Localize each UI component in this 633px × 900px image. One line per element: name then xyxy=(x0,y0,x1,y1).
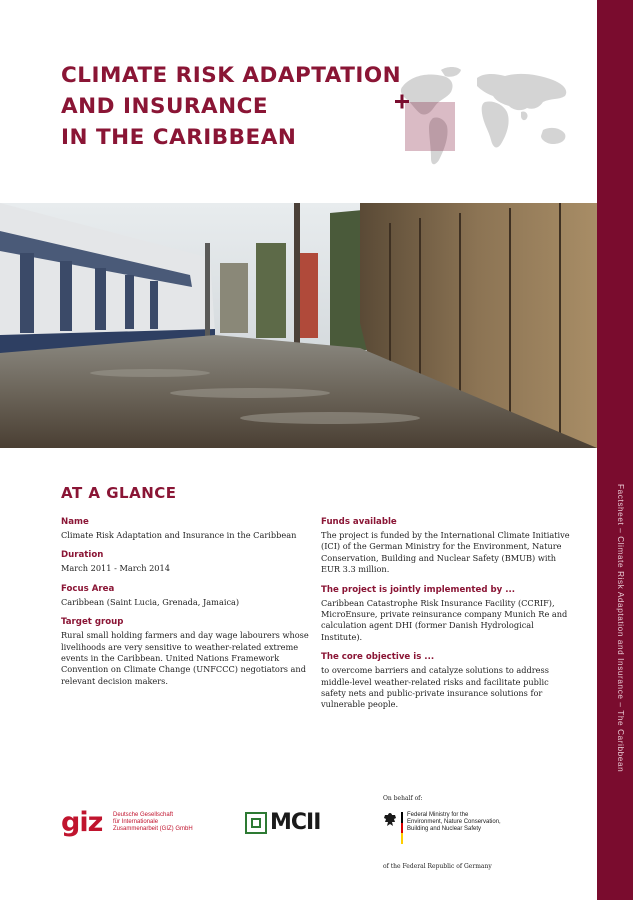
info-label: Focus Area xyxy=(61,583,115,594)
info-block-target-group xyxy=(61,616,311,687)
title-line-3: IN THE CARIBBEAN xyxy=(61,125,297,150)
info-block-name xyxy=(61,516,311,541)
info-block-focus-area xyxy=(61,583,311,608)
info-text: Caribbean Catastrophe Risk Insurance Facility (CCRIF), MicroEnsure, private reinsurance company Munich Re and calculation agent DHI (former Danish Hydrological Institute). xyxy=(321,597,568,642)
federal-eagle-icon xyxy=(383,812,397,828)
bmub-line-1: Federal Ministry for the xyxy=(407,812,469,818)
giz-wordmark: giz xyxy=(61,807,103,838)
page-title xyxy=(61,60,401,153)
mcii-square-icon xyxy=(245,812,267,834)
flooded-street-photo xyxy=(0,203,597,448)
bmub-name xyxy=(407,812,501,834)
info-text: Rural small holding farmers and day wage labourers whose livelihoods are very sensitive to weather-related extreme events in the Caribbean. United Nations Framework Convention on Climate Change (UNFCCC) negotiators and relevant decision makers. xyxy=(61,630,309,686)
info-block-funds xyxy=(321,516,571,576)
mcii-wordmark: MCII xyxy=(270,810,321,835)
bmub-logo xyxy=(383,810,533,850)
info-text: The project is funded by the International Climate Initiative (ICI) of the German Ministry for the Environment, Nature Conservation, Building and Nuclear Safety (BMUB) with EUR 3.3 million. xyxy=(321,530,570,575)
federal-republic-label: of the Federal Republic of Germany xyxy=(383,863,492,870)
info-label: The core objective is ... xyxy=(321,652,435,663)
on-behalf-label: On behalf of: xyxy=(383,795,423,802)
bmub-line-2: Environment, Nature Conservation, xyxy=(407,819,501,826)
giz-line-2: für Internationale xyxy=(113,819,159,826)
info-text: Climate Risk Adaptation and Insurance in the Caribbean xyxy=(61,530,297,540)
info-block-core-objective xyxy=(321,651,571,711)
sidebar-caption: Factsheet – Climate Risk Adaptation and Insurance – The Caribbean xyxy=(616,484,625,773)
world-map-icon xyxy=(393,66,575,174)
title-line-1: CLIMATE RISK ADAPTATION xyxy=(61,63,402,88)
title-line-2: AND INSURANCE xyxy=(61,94,269,119)
giz-name xyxy=(113,812,193,834)
info-label: Name xyxy=(61,517,89,527)
info-text: Caribbean (Saint Lucia, Grenada, Jamaica) xyxy=(61,596,240,607)
info-text: to overcome barriers and catalyze solutions to address middle-level weather-related risks and facilitate public safety nets and public-private insurance solutions for vulnerable people. xyxy=(321,665,549,710)
giz-logo xyxy=(61,808,211,838)
info-block-implemented-by xyxy=(321,584,571,644)
at-a-glance-heading: AT A GLANCE xyxy=(61,484,177,502)
bmub-line-3: Building and Nuclear Safety xyxy=(407,826,482,833)
info-label: Target group xyxy=(61,617,124,628)
info-label: Funds available xyxy=(321,517,397,527)
giz-line-1: Deutsche Gesellschaft xyxy=(113,812,174,818)
glance-right-column xyxy=(321,516,571,719)
info-block-duration xyxy=(61,549,311,574)
glance-left-column xyxy=(61,516,311,695)
info-label: Duration xyxy=(61,550,104,561)
caribbean-highlight xyxy=(405,102,455,151)
giz-line-3: Zusammenarbeit (GIZ) GmbH xyxy=(113,826,193,833)
german-flag-stripe xyxy=(401,812,403,844)
info-label: The project is jointly implemented by ... xyxy=(321,584,516,595)
info-text: March 2011 - March 2014 xyxy=(61,563,170,574)
